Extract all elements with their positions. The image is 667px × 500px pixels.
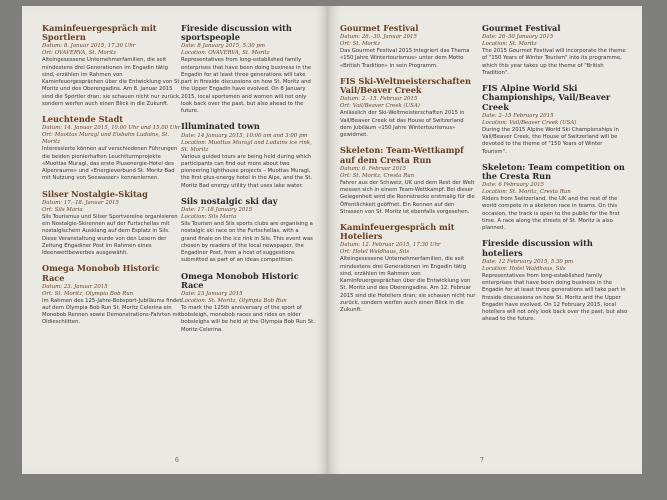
article-date: Date: 17–18 January 2015 (181, 207, 253, 214)
article-location: Location: Sils Maria (181, 214, 237, 221)
article-entry (42, 190, 182, 258)
article-entry (482, 163, 628, 233)
page-number-left: 6 (175, 457, 179, 464)
article-date: Date: 8 January 2015, 5:30 pm (181, 43, 265, 50)
article-body: Das Gourmet Festival 2015 integriert das Thema «150 Jahre Wintertourismus» unter dem Motto «British Tradition» in sein Programm. (340, 48, 470, 69)
article-title: Gourmet Festival (340, 23, 419, 33)
article-body: Anlässlich der Ski-Weltmeisterschaften 2015 in Vail/Beaver Creek ist das House of Switzerland dem Jubiläum «150 Jahre Wintertourismus» gewidmet. (340, 110, 465, 139)
column-english-right (482, 24, 628, 331)
article-body: Fahrer aus der Schweiz, UK und dem Rest der Welt messen sich in einem Team-Wettkampf. Bei dieser Gelegenheit wird die Rennstrecke erstmalig für die Öffentlichkeit geöffnet. Ein Rennen auf den Strassen von St. Moritz ist ebenfalls vorgesehen. (340, 179, 475, 215)
article-title: Illuminated town (181, 121, 260, 132)
article-title: Fireside discussion with sportspeople (181, 23, 292, 43)
article-location: Ort: Sils Maria (42, 206, 83, 213)
column-english-left (181, 24, 315, 341)
article-entry (42, 264, 182, 326)
article-location: Ort: St. Moritz, Cresta Run (340, 172, 415, 179)
article-entry (482, 239, 628, 323)
article-title: Leuchtende Stadt (42, 114, 124, 125)
article-entry (482, 24, 628, 77)
article-title: Omega Monobob Historic Race (42, 263, 160, 283)
article-body: Various guided tours are being held during which participants can find out more about two pioneering lighthouse projects – Muottas Muragl, the first plus-energy hotel in the Alps, and the St. Moritz Bad energy utility that uses lake water. (181, 153, 313, 189)
article-entry (340, 24, 476, 70)
article-date: Date: 23 January 2015 (181, 290, 243, 297)
article-date: Date: 26–30 January 2015 (482, 34, 554, 41)
article-location: Ort: St. Moritz (340, 41, 381, 48)
column-german-right (340, 24, 476, 321)
article-entry (482, 84, 628, 156)
article-location: Ort: Hotel Waldhaus, Sils (340, 249, 410, 256)
article-location: Location: St. Moritz (482, 41, 537, 48)
article-title: Omega Monobob Historic Race (181, 270, 299, 290)
article-location: Location: Muottas Muragl and Ludains ice rink, St. Moritz (181, 139, 312, 153)
article-body: Alteingesessene Unternehmerfamilien, die seit mindestens drei Generationen im Engadin tätig sind, erzählen im Rahmen von Kaminfeuergesprächen über die Entwicklung von St. Moritz und des Oberengadins. Am 12. Februar 2015 sind die Hoteliers dran; sie schauen nicht nur zurück, sondern werfen auch einen Blick in die Zukunft. (340, 256, 476, 314)
article-date: Date: 2–15 February 2015 (482, 112, 554, 119)
article-title: Skeleton: Team competition on the Cresta Run (482, 161, 625, 182)
article-entry (42, 24, 182, 108)
article-date: Date: 12 February 2015, 5.30 pm (482, 258, 574, 265)
article-body: Representatives from long-established family enterprises that have been doing business in the Engadin for at least three generations will take part in fireside discussions on how St. Moritz and the Upper Engadin have evolved. On 8 January 2015, local sportsmen and women will not only look back over the past, but also ahead to the future. (181, 57, 312, 115)
article-body: The 2015 Gourmet Festival will incorporate the theme of "150 Years of Winter Tourism" into its programme, which this year takes up the theme of "British Tradition". (482, 48, 626, 76)
article-location: Location: St. Moritz, Olympia Bob Run (181, 297, 287, 304)
right-page (328, 6, 642, 474)
article-date: Datum: 23. Januar 2015 (42, 283, 108, 290)
article-entry (340, 223, 476, 314)
article-location: Ort: OVAVERVA, St. Moritz (42, 50, 117, 57)
article-title: FIS Alpine World Ski Championships, Vail/Beaver Creek (482, 83, 611, 112)
article-entry (340, 77, 476, 139)
article-location: Location: Hotel Waldhaus, Sils (482, 265, 566, 272)
article-date: Date: 6 February 2015 (482, 182, 544, 189)
article-body: Im Rahmen des 125-Jahre-Bobsport-Jubiläums findet auf dem Olympia Bob Run St. Moritz Celerina ein Monobob Rennen sowie Demonstrations-Fahrten mit Oldieschlitten. (42, 297, 182, 326)
article-title: Fireside discussion with hoteliers (482, 238, 593, 258)
article-body: Sils Tourism and Sils sports clubs are organising a nostalgic ski race on the Furtschellas, with a grand finale on the ice rink in Sils. This event was chosen by readers of the local newspaper, the Engadiner Post, from a host of suggestions submitted as part of an ideas competition. (181, 221, 313, 264)
article-title: FIS Ski-Weltmeisterschaften Vail/Beaver Creek (340, 75, 471, 96)
article-location: Ort: Muottas Muragl und Eisbahn Ludains, St. Moritz (42, 132, 170, 146)
article-body: During the 2015 Alpine World Ski Championships in Vail/Beaver Creek, the House of Switzerland will be devoted to the theme of "150 Years of Winter Tourism". (482, 126, 619, 155)
article-entry (181, 122, 315, 189)
column-german-left (42, 24, 182, 334)
left-page (22, 6, 328, 474)
article-entry (181, 197, 315, 265)
article-title: Gourmet Festival (482, 23, 561, 33)
article-date: Date: 14 January 2015, 10:00 am and 3:00 pm (181, 132, 308, 139)
article-location: Location: Vail/Beaver Creek (USA) (482, 119, 577, 126)
article-entry (340, 146, 476, 216)
article-title: Kaminfeuergespräch mit Hoteliers (340, 222, 455, 242)
article-date: Datum: 26.–30. Januar 2015 (340, 34, 417, 41)
article-body: To mark the 125th anniversary of the sport of bobsleigh, monobob races and rides on older bobsleighs will be held at the Olympia Bob Run St. Moritz-Celerina. (181, 304, 315, 333)
article-location: Ort: St. Moritz, Olympia Bob Run (42, 290, 134, 297)
article-date: Datum: 2.–15. Februar 2015 (340, 96, 418, 103)
article-date: Datum: 14. Januar 2015, 10.00 Uhr und 15.00 Uhr (42, 125, 181, 132)
article-body: Interessierte können auf verschiedenen Führungen die beiden pionierhaften Leuchtturmprojekte «Muottas Muragl, das erste Plusenergie-Hotel des Alpenraums» und «Energieverbund St. Moritz Bad mit Nutzung von Seewasser» kennenlernen. (42, 146, 178, 182)
article-entry (181, 24, 315, 115)
article-title: Silser Nostalgie-Skitag (42, 188, 148, 199)
article-body: Sils Tourismus und Silser Sportvereine organisieren ein Nostalgie-Skirennen auf der Furtschellas mit nostalgischem Ausklang auf dem Esplatz in Sils. Diese Veranstaltung wurde von den Lesern der Zeitung Engadiner Post im Rahmen eines Ideenwettbewerbes ausgewählt. (42, 213, 178, 257)
article-location: Location: St. Moritz, Cresta Run (482, 189, 571, 196)
article-location: Location: OVAVERVA, St. Moritz (181, 50, 270, 57)
article-date: Datum: 17.–18. Januar 2015 (42, 199, 119, 206)
article-date: Datum: 12. Februar 2015, 17.30 Uhr (340, 242, 441, 249)
article-title: Kaminfeuergespräch mit Sportlern (42, 23, 157, 43)
article-title: Sils nostalgic ski day (181, 195, 278, 206)
page-number-right: 7 (480, 457, 484, 464)
article-date: Datum: 8. Januar 2015, 17.30 Uhr (42, 43, 136, 50)
article-location: Ort: Vail/Beaver Creek (USA) (340, 103, 420, 110)
article-date: Datum: 6. Februar 2015 (340, 165, 407, 172)
article-title: Skeleton: Team-Wettkampf auf dem Cresta Run (340, 145, 464, 165)
article-body: Alteingesessene Unternehmerfamilien, die seit mindestens drei Generationen im Engadin tätig sind, erzählen im Rahmen von Kaminfeuergesprächen über die Entwicklung von St. Moritz und des Oberengadins. Am 8. Januar 2015 sind die Sportler dran; sie schauen nicht nur zurück, sondern werfen auch einen Blick in die Zukunft. (42, 57, 182, 107)
article-entry (181, 272, 315, 334)
article-body: Representatives from long-established family enterprises that have been doing business in the Engadin for at least three generations will take part in fireside discussions on how St. Moritz and the Upper Engadin have evolved. On 12 February 2015, local hoteliers will not only look back over the past, but also ahead to the future. (482, 272, 628, 323)
article-entry (42, 115, 182, 182)
article-body: Riders from Switzerland, the UK and the rest of the world compete in a skeleton race in teams. On this occasion, the track is open to the public for the first time. A race along the streets of St. Moritz is also planned. (482, 196, 620, 232)
